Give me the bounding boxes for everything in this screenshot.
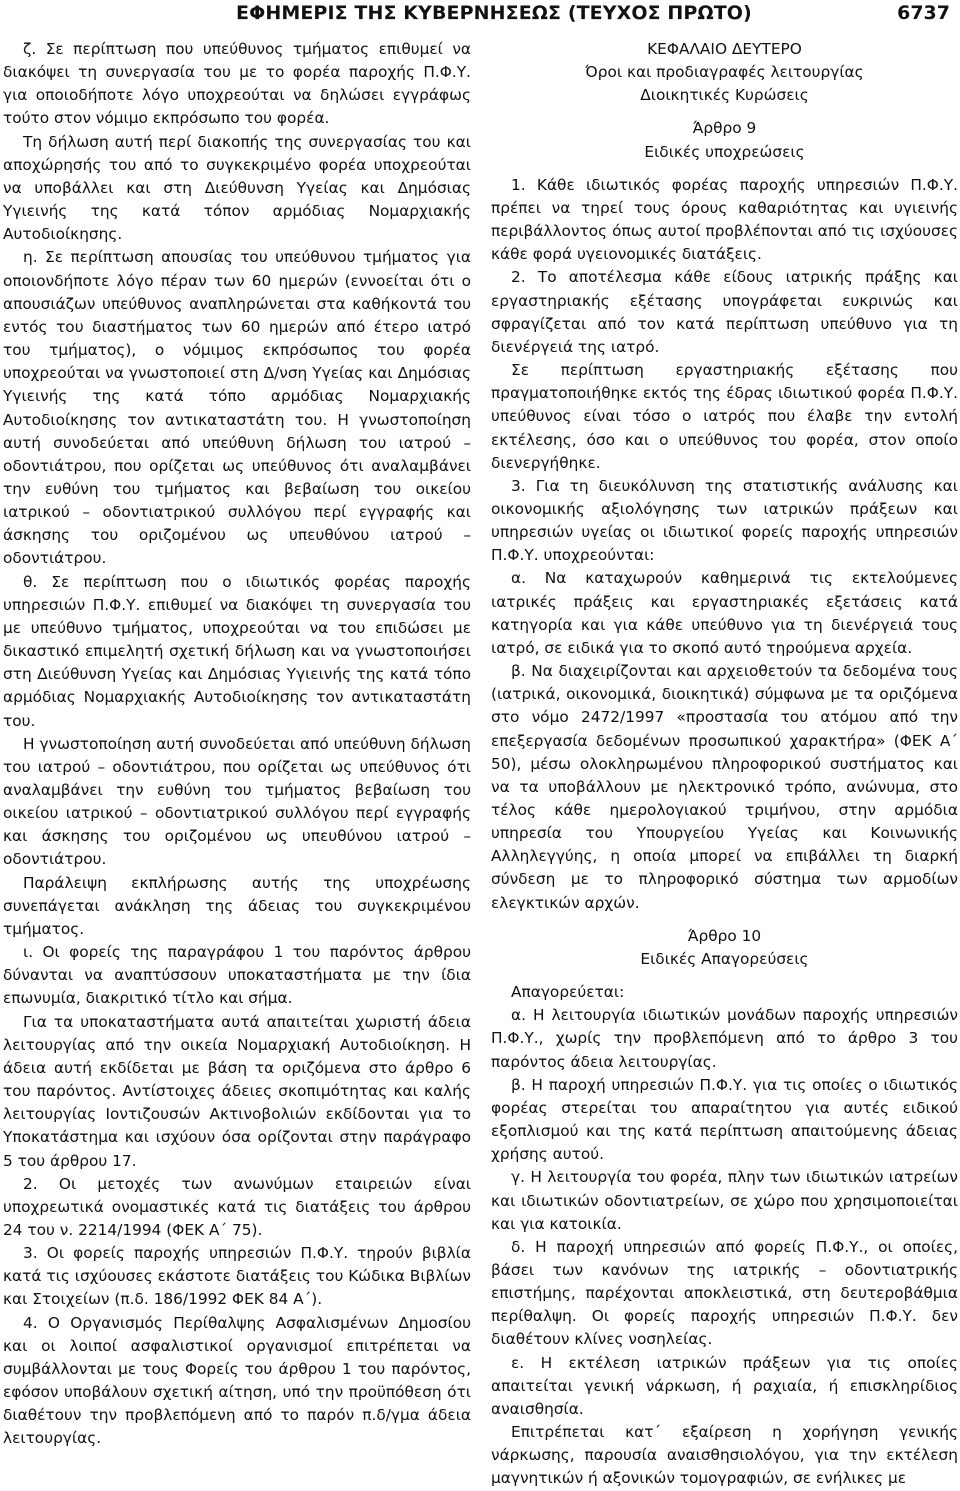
paragraph: Η γνωστοποίηση αυτή συνοδεύεται από υπεύθυνη δήλωση του ιατρού – οδοντιάτρου, που ορίζεται ως υπεύθυνος ότι αναλαμβάνει την ευθύνη του τμήματος βεβαίωση του οικείου ιατρικού – οδοντιατρικού συλλόγου περί εγγραφής και άσκησης του οριζομένου ως υπευθύνου ιατρού – οδοντιάτρου. [3, 734, 471, 869]
chapter-subtitle: Όροι και προδιαγραφές λειτουργίας [585, 63, 864, 82]
chapter-subtitle: Διοικητικές Κυρώσεις [640, 86, 809, 105]
paragraph: 2. Οι μετοχές των ανωνύμων εταιρειών είναι υποχρεωτικά ονομαστικές κατά τις διατάξεις του άρθρου 24 του ν. 2214/1994 (ΦΕΚ Α΄ 75). [3, 1174, 471, 1239]
paragraph: ζ. Σε περίπτωση που υπεύθυνος τμήματος επιθυμεί να διακόψει τη συνεργασία του με το φορέα παροχής Π.Φ.Υ. για οποιοδήποτε λόγο υποχρεούται να δηλώσει εγγράφως τούτο στον νόμιμο εκπρόσωπο του φορέα. [3, 40, 471, 128]
article-subtitle: Ειδικές υποχρεώσεις [644, 142, 805, 161]
chapter-title: ΚΕΦΑΛΑΙΟ ΔΕΥΤΕΡΟ [647, 40, 802, 58]
paragraph: β. Η παροχή υπηρεσιών Π.Φ.Υ. για τις οποίες ο ιδιωτικός φορέας στερείται του απαραίτητου για αυτές ειδικού εξοπλισμού και της κατά περίπτωση απαιτούμενης άδειας χρήσης αυτού. [491, 1075, 958, 1164]
paragraph: Σε περίπτωση εργαστηριακής εξέτασης που πραγματοποιήθηκε εκτός της έδρας ιδιωτικού φορέα Π.Φ.Υ. υπεύθυνος είναι τόσο ο ιατρός που έλαβε την εντολή εκτέλεσης, όσο και ο υπεύθυνος του φορέα, στον οποίο διενεργήθηκε. [491, 361, 958, 472]
paragraph: α. Να καταχωρούν καθημερινά τις εκτελούμενες ιατρικές πράξεις και εργαστηριακές εξετάσεις κατά κατηγορία και για κάθε υπεύθυνο για τη διενέργειά τους ιατρό, σε ειδικά για το σκοπό αυτό τηρούμενα αρχεία. [491, 569, 958, 657]
paragraph: Επιτρέπεται κατ΄ εξαίρεση η χορήγηση γενικής νάρκωσης, παρουσία αναισθησιολόγου, για την εκτέλεση μαγνητικών ή αξονικών τομογραφιών, σε ενήλικες με [491, 1423, 958, 1488]
article-subtitle: Ειδικές Απαγορεύσεις [640, 949, 809, 968]
paragraph: 3. Οι φορείς παροχής υπηρεσιών Π.Φ.Υ. τηρούν βιβλία κατά τις ισχύουσες εκάστοτε διατάξεις του Κώδικα Βιβλίων και Στοιχείων (π.δ. 186/1992 ΦΕΚ 84 Α΄). [3, 1244, 471, 1309]
article-title: Άρθρο 9 [692, 119, 757, 138]
paragraph: γ. Η λειτουργία του φορέα, πλην των ιδιωτικών ιατρείων και ιδιωτικών οδοντιατρείων, σε χώρο που χρησιμοποιείται και για κατοικία. [491, 1168, 958, 1233]
paragraph: 2. Το αποτέλεσμα κάθε είδους ιατρικής πράξης και εργαστηριακής εξέτασης υπογράφεται ευκρινώς και σφραγίζεται από τον κατά περίπτωση υπεύθυνο για τη διενέργειά της ιατρό. [491, 268, 958, 356]
left-column [3, 38, 471, 1451]
gazette-title: ΕΦΗΜΕΡΙΣ ΤΗΣ ΚΥΒΕΡΝΗΣΕΩΣ (ΤΕΥΧΟΣ ΠΡΩΤΟ) [236, 2, 752, 24]
paragraph: η. Σε περίπτωση απουσίας του υπεύθυνου τμήματος για οποιονδήποτε λόγο πέραν των 60 ημερών (εννοείται ότι ο απουσιάζων υπεύθυνος αναπληρώνεται στα καθήκοντά του εντός του διαστήματος των 60 ημερών από έτερο ιατρό του τμήματος), ο νόμιμος εκπρόσωπος του φορέα υποχρεούται να γνωστοποιεί στη Δ/νση Υγείας και Δημόσιας Υγιεινής της κατά τόπο αρμόδιας Νομαρχιακής Αυτοδιοίκησης τον αντικαταστάτη του. Η γνωστοποίηση αυτή συνοδεύεται από υπεύθυνη δήλωση του ιατρού – οδοντιάτρου, που ορίζεται ως υπεύθυνος ότι αναλαμβάνει την ευθύνη του τμήματος και βεβαίωση του οικείου ιατρικού – οδοντιατρικού συλλόγου περί εγγραφής και άσκησης του οριζομένου ως υπευθύνου ιατρού – οδοντιάτρου. [3, 248, 471, 568]
article-title: Άρθρο 10 [687, 926, 762, 945]
paragraph: Απαγορεύεται: [511, 983, 625, 1002]
paragraph: 3. Για τη διευκόλυνση της στατιστικής ανάλυσης και οικονομικής αξιολόγησης των ιατρικών πράξεων και υπηρεσιών υγείας οι ιδιωτικοί φορείς παροχής υπηρεσιών Π.Φ.Υ. υποχρεούνται: [491, 476, 958, 565]
paragraph: θ. Σε περίπτωση που ο ιδιωτικός φορέας παροχής υπηρεσιών Π.Φ.Υ. επιθυμεί να διακόψει τη συνεργασία του με υπεύθυνο τμήματος, υποχρεούται να του επιδώσει με δικαστικό επιμελητή σχετική δήλωση και να γνωστοποιήσει στη Διεύθυνση Υγείας και Δημόσιας Υγιεινής της κατά τόπο αρμόδιας Νομαρχιακής Αυτοδιοίκησης τον αντικαταστάτη του. [3, 572, 471, 730]
page-number: 6737 [897, 2, 950, 24]
right-column [491, 38, 958, 1491]
paragraph: Τη δήλωση αυτή περί διακοπής της συνεργασίας του και αποχώρησής του από το συγκεκριμένο φορέα υποχρεούται να υποβάλλει και στη Διεύθυνση Υγείας και Δημόσιας Υγιεινής της κατά τόπον αρμόδιας Νομαρχιακής Αυτοδιοίκησης. [3, 132, 471, 244]
page-header [0, 0, 960, 34]
paragraph: ι. Οι φορείς της παραγράφου 1 του παρόντος άρθρου δύνανται να αναπτύσσουν υποκαταστήματα με την ίδια επωνυμία, διακριτικό τίτλο και σήμα. [3, 943, 471, 1008]
paragraph: α. Η λειτουργία ιδιωτικών μονάδων παροχής υπηρεσιών Π.Φ.Υ., χωρίς την προβλεπόμενη από το άρθρο 3 του παρόντος άδεια λειτουργίας. [491, 1006, 958, 1071]
paragraph: δ. Η παροχή υπηρεσιών από φορείς Π.Φ.Υ., οι οποίες, βάσει των κανόνων της ιατρικής – οδοντιατρικής επιστήμης, παρέχονται αποκλειστικά, στη δευτεροβάθμια περίθαλψη. Οι φορείς παροχής υπηρεσιών Π.Φ.Υ. δεν διαθέτουν κλίνες νοσηλείας. [491, 1237, 958, 1349]
paragraph: Για τα υποκαταστήματα αυτά απαιτείται χωριστή άδεια λειτουργίας από την οικεία Νομαρχιακή Αυτοδιοίκηση. Η άδεια αυτή εκδίδεται με βάση τα οριζόμενα στο άρθρο 6 του παρόντος. Αντίστοιχες άδειες σκοπιμότητας και καλής λειτουργίας Ιοντιζουσών Ακτινοβολιών εκδίδονται για το Υποκατάστημα και ισχύουν όσα ορίζονται στην παράγραφο 5 του άρθρου 17. [3, 1012, 471, 1170]
paragraph: β. Να διαχειρίζονται και αρχειοθετούν τα δεδομένα τους (ιατρικά, οικονομικά, διοικητικά) σύμφωνα με τα οριζόμενα στο νόμο 2472/1997 «προστασία του ατόμου από την επεξεργασία δεδομένων προσωπικού χαρακτήρα» (ΦΕΚ Α΄ 50), μέσω ολοκληρωμένου πληροφορικού συστήματος και να τα υποβάλλουν με ηλεκτρονικό τρόπο, ανώνυμα, στο τέλος κάθε ημερολογιακού τριμήνου, στην αρμόδια υπηρεσία του Υπουργείου Υγείας και Κοινωνικής Αλληλεγγύης, η οποία μπορεί να επιβάλλει τη διαρκή σύνδεση με το πληροφορικό σύστημα των αρμοδίων ελεγκτικών αρχών. [491, 662, 958, 912]
paragraph: Παράλειψη εκπλήρωσης αυτής της υποχρέωσης συνεπάγεται ανάκληση της άδειας του συγκεκριμένου τμήματος. [3, 873, 471, 938]
paragraph: ε. Η εκτέλεση ιατρικών πράξεων για τις οποίες απαιτείται γενική νάρκωση, ή ραχιαία, ή επισκληρίδιος αναισθησία. [491, 1353, 958, 1418]
paragraph: 1. Κάθε ιδιωτικός φορέας παροχής υπηρεσιών Π.Φ.Υ. πρέπει να τηρεί τους όρους καθαριότητας και υγιεινής περιβάλλοντος όπως αυτοί προβλέπονται από τις ισχύουσες κάθε φορά υγειονομικές διατάξεις. [491, 175, 958, 264]
paragraph: 4. Ο Οργανισμός Περίθαλψης Ασφαλισμένων Δημοσίου και οι λοιποί ασφαλιστικοί οργανισμοί επιτρέπεται να συμβάλλονται με τους Φορείς του άρθρου 1 του παρόντος, εφόσον υποβάλουν σχετική αίτηση, υπό την προϋπόθεση ότι διαθέτουν την προβλεπόμενη από το παρόν π.δ/γμα άδεια λειτουργίας. [3, 1313, 471, 1448]
